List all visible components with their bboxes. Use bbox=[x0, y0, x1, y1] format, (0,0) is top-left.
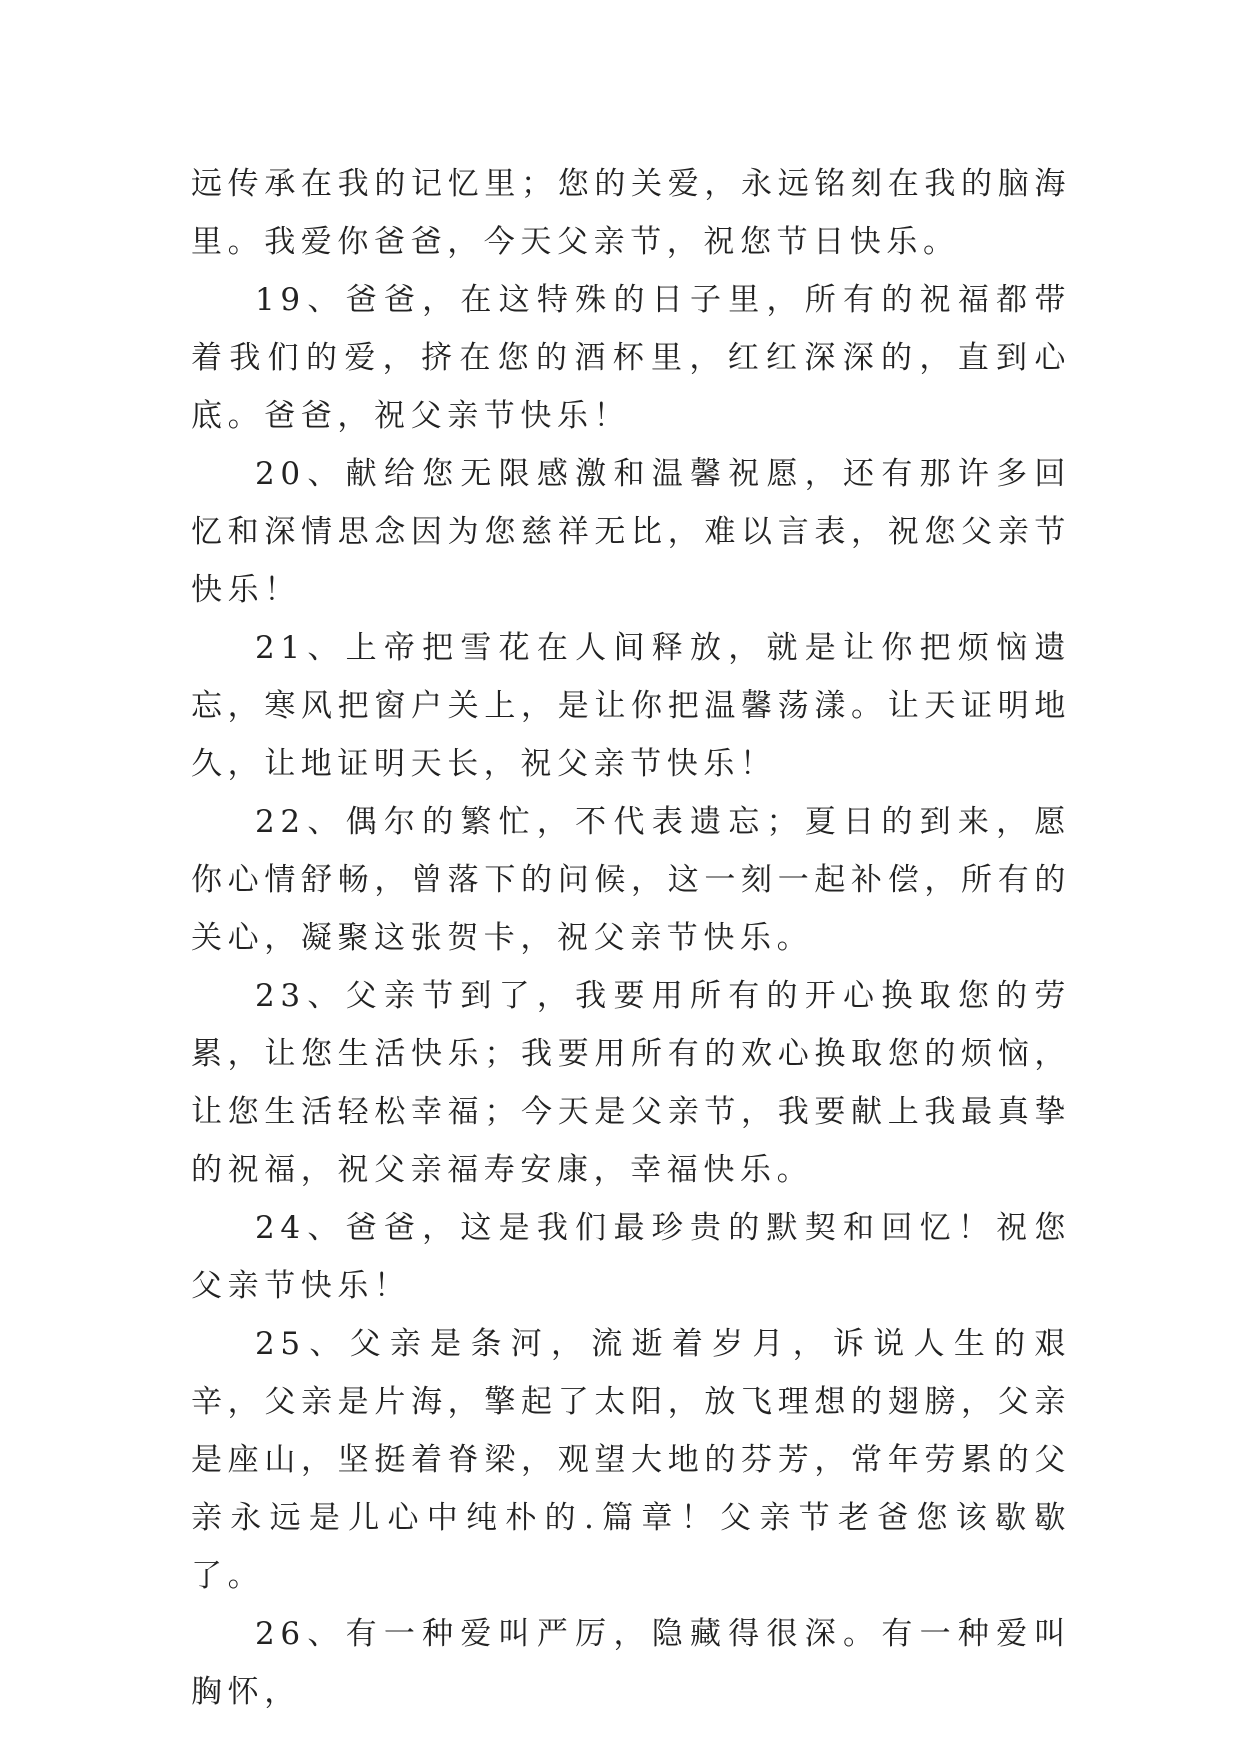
paragraph-25: 25、父亲是条河，流逝着岁月，诉说人生的艰辛，父亲是片海，擎起了太阳，放飞理想的翅膀，父亲是座山，坚挺着脊梁，观望大地的芬芳，常年劳累的父亲永远是儿心中纯朴的.篇章！父亲节老爸您该歇歇了。 bbox=[191, 1326, 1071, 1594]
paragraph-26: 26、有一种爱叫严厉，隐藏得很深。有一种爱叫胸怀， bbox=[191, 1616, 1071, 1710]
paragraph-24: 24、爸爸，这是我们最珍贵的默契和回忆！祝您父亲节快乐！ bbox=[191, 1210, 1071, 1304]
paragraph-19: 19、爸爸，在这特殊的日子里，所有的祝福都带着我们的爱，挤在您的酒杯里，红红深深的，直到心底。爸爸，祝父亲节快乐！ bbox=[191, 282, 1071, 434]
document-body bbox=[191, 155, 1071, 1721]
paragraph-continuation: 远传承在我的记忆里；您的关爱，永远铭刻在我的脑海里。我爱你爸爸，今天父亲节，祝您节日快乐。 bbox=[191, 166, 1071, 260]
paragraph-21: 21、上帝把雪花在人间释放，就是让你把烦恼遗忘，寒风把窗户关上，是让你把温馨荡漾。让天证明地久，让地证明天长，祝父亲节快乐！ bbox=[191, 630, 1071, 782]
paragraph-23: 23、父亲节到了，我要用所有的开心换取您的劳累，让您生活快乐；我要用所有的欢心换取您的烦恼，让您生活轻松幸福；今天是父亲节，我要献上我最真挚的祝福，祝父亲福寿安康，幸福快乐。 bbox=[191, 978, 1071, 1188]
paragraph-22: 22、偶尔的繁忙，不代表遗忘；夏日的到来，愿你心情舒畅，曾落下的问候，这一刻一起补偿，所有的关心，凝聚这张贺卡，祝父亲节快乐。 bbox=[191, 804, 1071, 956]
paragraph-20: 20、献给您无限感激和温馨祝愿，还有那许多回忆和深情思念因为您慈祥无比，难以言表，祝您父亲节快乐！ bbox=[191, 456, 1071, 608]
